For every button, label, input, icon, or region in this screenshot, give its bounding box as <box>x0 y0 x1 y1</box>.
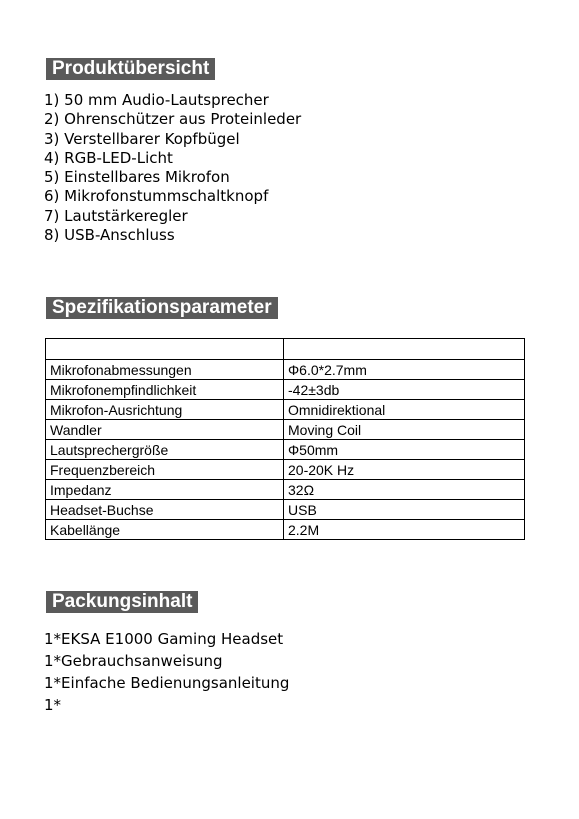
table-header-cell <box>284 339 525 360</box>
table-row <box>46 420 525 440</box>
spec-table <box>45 338 525 540</box>
spec-label: Mikrofonempfindlichkeit <box>46 380 284 400</box>
overview-item: 8) USB-Anschluss <box>44 226 175 245</box>
spec-value: USB <box>284 500 525 520</box>
overview-item: 2) Ohrenschützer aus Proteinleder <box>44 110 302 129</box>
table-row <box>46 480 525 500</box>
package-title: Packungsinhalt <box>46 591 198 613</box>
table-row <box>46 360 525 380</box>
table-header-row <box>46 339 525 360</box>
table-row <box>46 400 525 420</box>
spec-value: Omnidirektional <box>284 400 525 420</box>
spec-value: Moving Coil <box>284 420 525 440</box>
package-item: 1*Einfache Bedienungsanleitung <box>44 674 290 692</box>
spec-label: Kabellänge <box>46 520 284 540</box>
spec-value: Φ50mm <box>284 440 525 460</box>
overview-item: 6) Mikrofonstummschaltknopf <box>44 187 269 206</box>
package-list <box>44 628 289 716</box>
table-row <box>46 440 525 460</box>
spec-label: Lautsprechergröße <box>46 440 284 460</box>
package-item: 1*EKSA E1000 Gaming Headset <box>44 630 284 648</box>
spec-value: 20-20K Hz <box>284 460 525 480</box>
overview-title: Produktübersicht <box>46 58 215 80</box>
spec-label: Headset-Buchse <box>46 500 284 520</box>
overview-item: 4) RGB-LED-Licht <box>44 148 173 167</box>
spec-label: Mikrofon-Ausrichtung <box>46 400 284 420</box>
spec-label: Wandler <box>46 420 284 440</box>
table-row <box>46 520 525 540</box>
package-item: 1* <box>44 696 62 714</box>
overview-list <box>44 91 301 245</box>
table-header-cell <box>46 339 284 360</box>
overview-item: 7) Lautstärkeregler <box>44 206 188 225</box>
spec-value: -42±3db <box>284 380 525 400</box>
table-row <box>46 380 525 400</box>
overview-item: 5) Einstellbares Mikrofon <box>44 168 230 187</box>
spec-label: Frequenzbereich <box>46 460 284 480</box>
package-item: 1*Gebrauchsanweisung <box>44 652 223 670</box>
spec-value: Φ6.0*2.7mm <box>284 360 525 380</box>
specs-title: Spezifikationsparameter <box>46 297 278 319</box>
spec-label: Mikrofonabmessungen <box>46 360 284 380</box>
table-row <box>46 500 525 520</box>
spec-value: 32Ω <box>284 480 525 500</box>
spec-label: Impedanz <box>46 480 284 500</box>
overview-item: 3) Verstellbarer Kopfbügel <box>44 129 240 148</box>
overview-item: 1) 50 mm Audio-Lautsprecher <box>44 91 269 109</box>
table-row <box>46 460 525 480</box>
spec-value: 2.2M <box>284 520 525 540</box>
